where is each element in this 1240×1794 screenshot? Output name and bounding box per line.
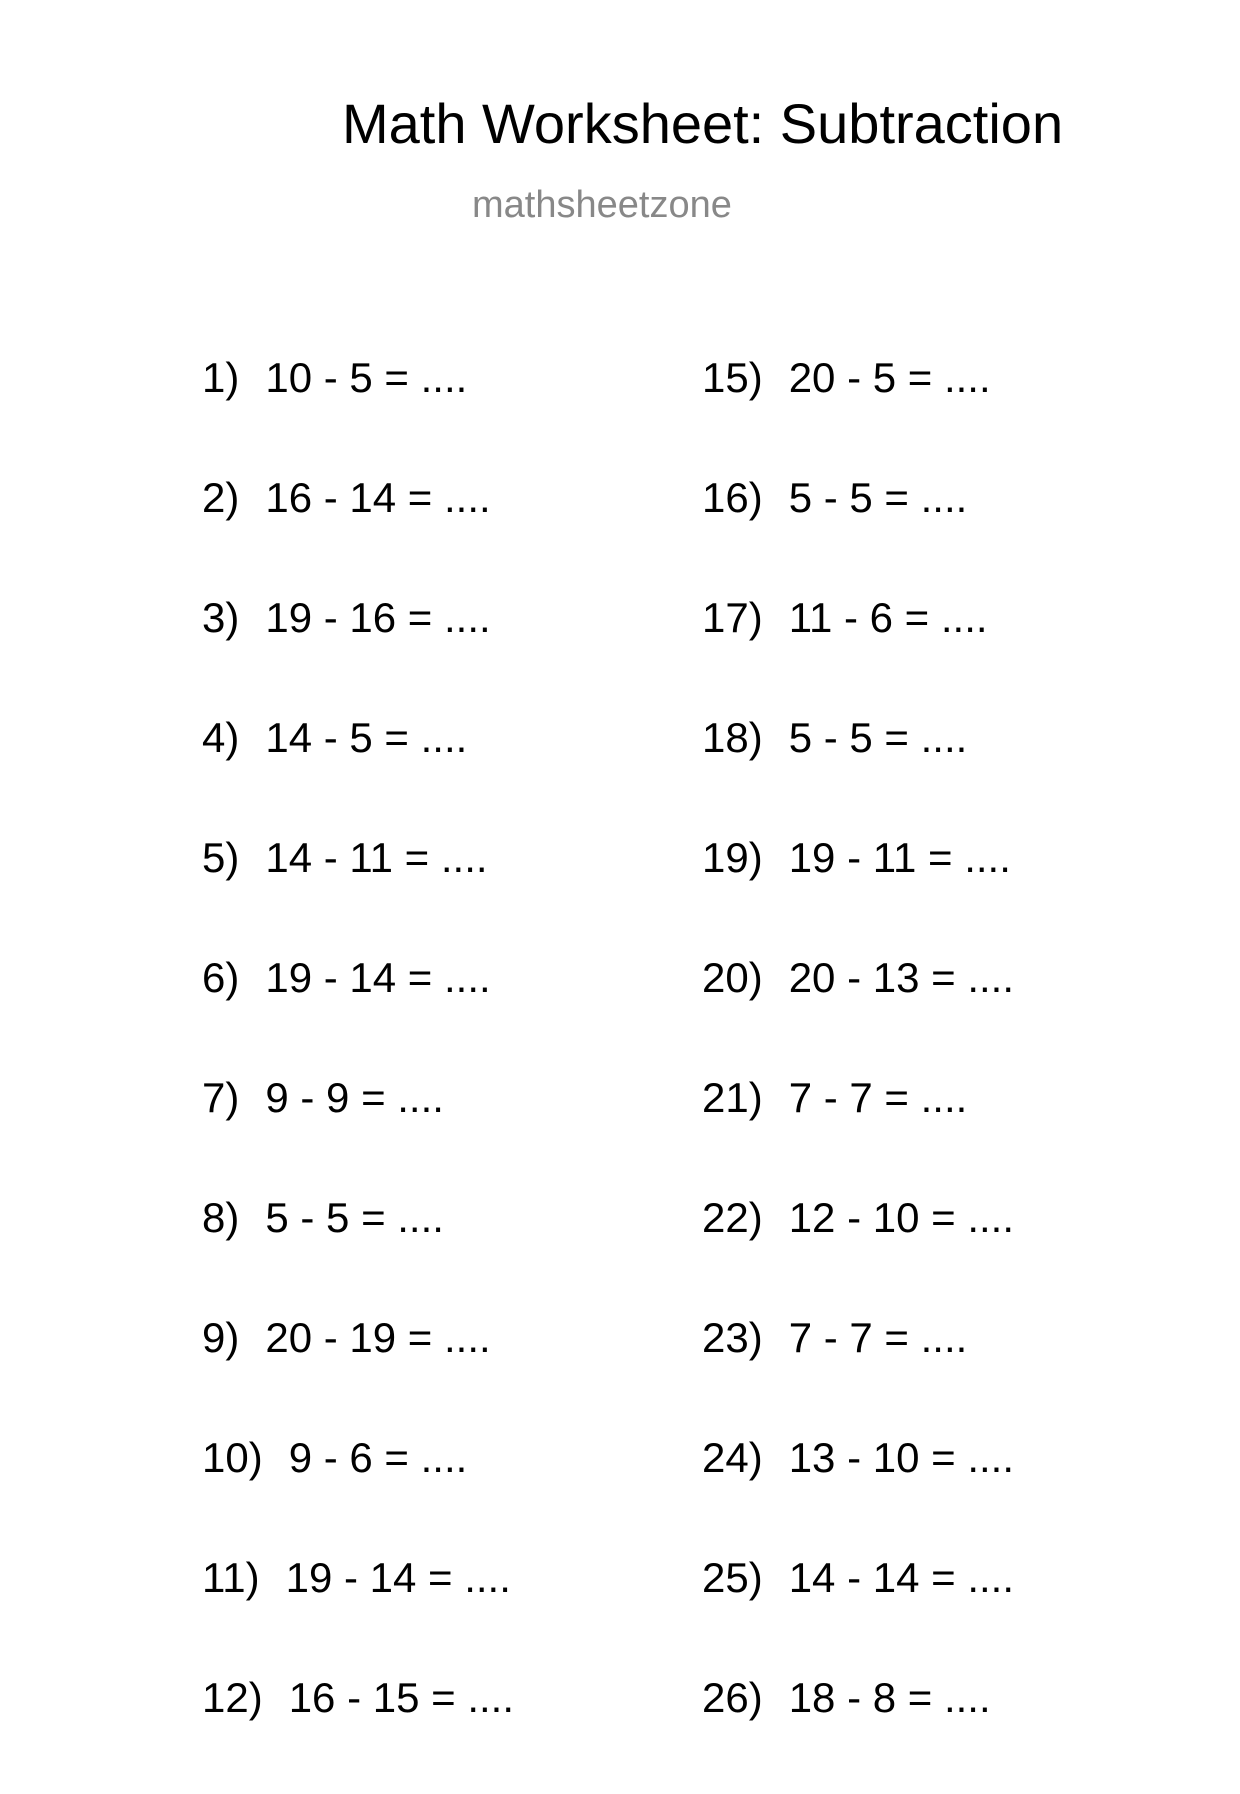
problem-expression: 13 - 10 = .... — [788, 1434, 1015, 1481]
problem-expression: 9 - 9 = .... — [265, 1074, 444, 1121]
problem-1 — [202, 354, 514, 474]
problem-21 — [702, 1074, 1014, 1194]
problem-number: 20) — [702, 954, 763, 1001]
problem-number: 25) — [702, 1554, 763, 1601]
problem-column-left — [202, 354, 514, 1794]
problem-expression: 9 - 6 = .... — [288, 1434, 468, 1481]
problem-19 — [702, 834, 1014, 954]
problem-number: 11) — [202, 1554, 260, 1601]
problem-number: 22) — [702, 1194, 763, 1241]
problem-expression: 16 - 14 = .... — [265, 474, 491, 521]
problem-number: 19) — [702, 834, 763, 881]
problem-expression: 18 - 8 = .... — [788, 1674, 991, 1721]
problem-number: 6) — [202, 954, 240, 1001]
problem-24 — [702, 1434, 1014, 1554]
problem-15 — [702, 354, 1014, 474]
problem-number: 24) — [702, 1434, 763, 1481]
problem-number: 8) — [202, 1194, 240, 1241]
problem-number: 17) — [702, 594, 763, 641]
problem-expression: 20 - 19 = .... — [265, 1314, 491, 1361]
page-title: Math Worksheet: Subtraction — [342, 92, 1064, 155]
problem-number: 23) — [702, 1314, 763, 1361]
problem-expression: 20 - 5 = .... — [788, 354, 991, 401]
problem-5 — [202, 834, 514, 954]
problem-22 — [702, 1194, 1014, 1314]
problem-4 — [202, 714, 514, 834]
problem-column-right — [702, 354, 1014, 1794]
problem-7 — [202, 1074, 514, 1194]
problem-11 — [202, 1554, 514, 1674]
problem-number: 12) — [202, 1674, 263, 1721]
problem-number: 4) — [202, 714, 240, 761]
problem-12 — [202, 1674, 514, 1794]
problem-18 — [702, 714, 1014, 834]
problem-expression: 7 - 7 = .... — [788, 1074, 968, 1121]
problem-17 — [702, 594, 1014, 714]
problem-expression: 14 - 11 = .... — [265, 834, 488, 881]
problem-expression: 5 - 5 = .... — [788, 714, 968, 761]
problem-expression: 7 - 7 = .... — [788, 1314, 968, 1361]
problem-number: 10) — [202, 1434, 263, 1481]
problem-16 — [702, 474, 1014, 594]
problem-number: 3) — [202, 594, 240, 641]
problem-number: 21) — [702, 1074, 763, 1121]
problem-number: 18) — [702, 714, 763, 761]
problem-10 — [202, 1434, 514, 1554]
problem-expression: 19 - 14 = .... — [265, 954, 491, 1001]
problem-expression: 14 - 14 = .... — [788, 1554, 1015, 1601]
problem-number: 15) — [702, 354, 763, 401]
problem-9 — [202, 1314, 514, 1434]
problem-number: 16) — [702, 474, 763, 521]
problem-number: 1) — [202, 354, 240, 401]
problem-20 — [702, 954, 1014, 1074]
problem-expression: 10 - 5 = .... — [265, 354, 468, 401]
problem-number: 5) — [202, 834, 240, 881]
source-label: mathsheetzone — [472, 184, 732, 226]
problem-23 — [702, 1314, 1014, 1434]
problem-expression: 19 - 11 = .... — [788, 834, 1011, 881]
problem-expression: 12 - 10 = .... — [788, 1194, 1015, 1241]
problem-expression: 20 - 13 = .... — [788, 954, 1015, 1001]
problem-3 — [202, 594, 514, 714]
problem-expression: 19 - 16 = .... — [265, 594, 491, 641]
problem-expression: 5 - 5 = .... — [788, 474, 968, 521]
problem-number: 9) — [202, 1314, 240, 1361]
problem-6 — [202, 954, 514, 1074]
problem-number: 7) — [202, 1074, 240, 1121]
problem-25 — [702, 1554, 1014, 1674]
problem-expression: 16 - 15 = .... — [288, 1674, 515, 1721]
problem-26 — [702, 1674, 1014, 1794]
problem-2 — [202, 474, 514, 594]
problem-expression: 14 - 5 = .... — [265, 714, 468, 761]
problem-expression: 5 - 5 = .... — [265, 1194, 444, 1241]
problem-8 — [202, 1194, 514, 1314]
problem-expression: 19 - 14 = .... — [285, 1554, 511, 1601]
problem-expression: 11 - 6 = .... — [788, 594, 988, 641]
problem-number: 26) — [702, 1674, 763, 1721]
problem-number: 2) — [202, 474, 240, 521]
